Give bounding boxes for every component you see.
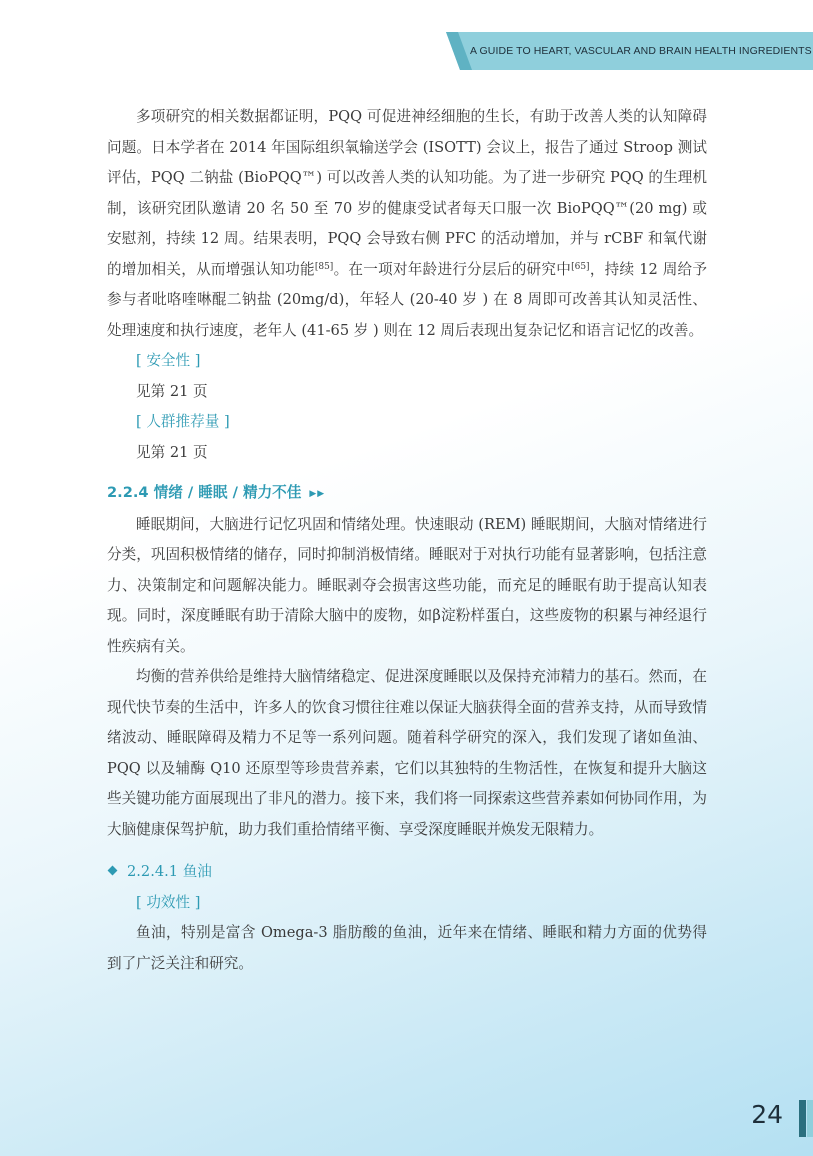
- page-number: 24: [751, 1100, 783, 1129]
- page-content: [107, 102, 707, 979]
- dosage-label: [ 人群推荐量 ]: [136, 413, 230, 430]
- running-header: A GUIDE TO HEART, VASCULAR AND BRAIN HEALTH INGREDIENTS: [470, 45, 812, 57]
- safety-reference: 见第 21 页: [136, 382, 208, 400]
- dosage-reference: 见第 21 页: [136, 443, 208, 461]
- pqq-cognition-paragraph: 多项研究的相关数据都证明，PQQ 可促进神经细胞的生长，有助于改善人类的认知障碍问题。日本学者在 2014 年国际组织氧输送学会 (ISOTT) 会议上，报告了通过 Stroop 测试评估，PQQ 二钠盐 (BioPQQ™) 可以改善人类的认知功能。为了进一步研究 PQQ 的生理机制，该研究团队邀请 20 名 50 至 70 岁的健康受试者每天口服一次 BioPQQ™(20 mg) 或安慰剂，持续 12 周。结果表明，PQQ 会导致右侧 PFC 的活动增加，并与 rCBF 和氧代谢的增加相关，从而增强认知功能[85]。在一项对年龄进行分层后的研究中[65]，持续 12 周给予参与者吡咯喹啉醌二钠盐 (20mg/d)，年轻人 (20-40 岁 ) 在 8 周即可改善其认知灵活性、处理速度和执行速度，老年人 (41-65 岁 ) 则在 12 周后表现出复杂记忆和语言记忆的改善。: [107, 108, 707, 339]
- double-arrow-icon: ▶▶: [309, 489, 326, 499]
- efficacy-label: [ 功效性 ]: [136, 893, 201, 911]
- diamond-bullet-icon: [108, 866, 118, 876]
- subsection-heading: 2.2.4.1 鱼油: [107, 857, 707, 888]
- page-number-bar-light: [807, 1100, 813, 1137]
- safety-label: [ 安全性 ]: [136, 352, 201, 369]
- sleep-paragraph: 睡眠期间，大脑进行记忆巩固和情绪处理。快速眼动 (REM) 睡眠期间，大脑对情绪进行分类，巩固积极情绪的储存，同时抑制消极情绪。睡眠对于对执行功能有显著影响，包括注意力、决策制定和问题解决能力。睡眠剥夺会损害这些功能，而充足的睡眠有助于提高认知表现。同时，深度睡眠有助于清除大脑中的废物，如β淀粉样蛋白，这些废物的积累与神经退行性疾病有关。: [107, 515, 707, 655]
- page-number-bar-dark: [799, 1100, 806, 1137]
- fish-oil-paragraph: 鱼油，特别是富含 Omega-3 脂肪酸的鱼油，近年来在情绪、睡眠和精力方面的优势得到了广泛关注和研究。: [107, 924, 707, 972]
- section-heading: 2.2.4 情绪 / 睡眠 / 精力不佳 ▶▶: [107, 484, 326, 501]
- nutrition-paragraph: 均衡的营养供给是维持大脑情绪稳定、促进深度睡眠以及保持充沛精力的基石。然而，在现代快节奏的生活中，许多人的饮食习惯往往难以保证大脑获得全面的营养支持，从而导致情绪波动、睡眠障碍及精力不足等一系列问题。随着科学研究的深入，我们发现了诸如鱼油、PQQ 以及辅酶 Q10 还原型等珍贵营养素，它们以其独特的生物活性，在恢复和提升大脑这些关键功能方面展现出了非凡的潜力。接下来，我们将一同探索这些营养素如何协同作用，为大脑健康保驾护航，助力我们重拾情绪平衡、享受深度睡眠并焕发无限精力。: [107, 668, 707, 838]
- citation-85: [85]: [314, 261, 334, 272]
- citation-65: [65]: [571, 261, 590, 272]
